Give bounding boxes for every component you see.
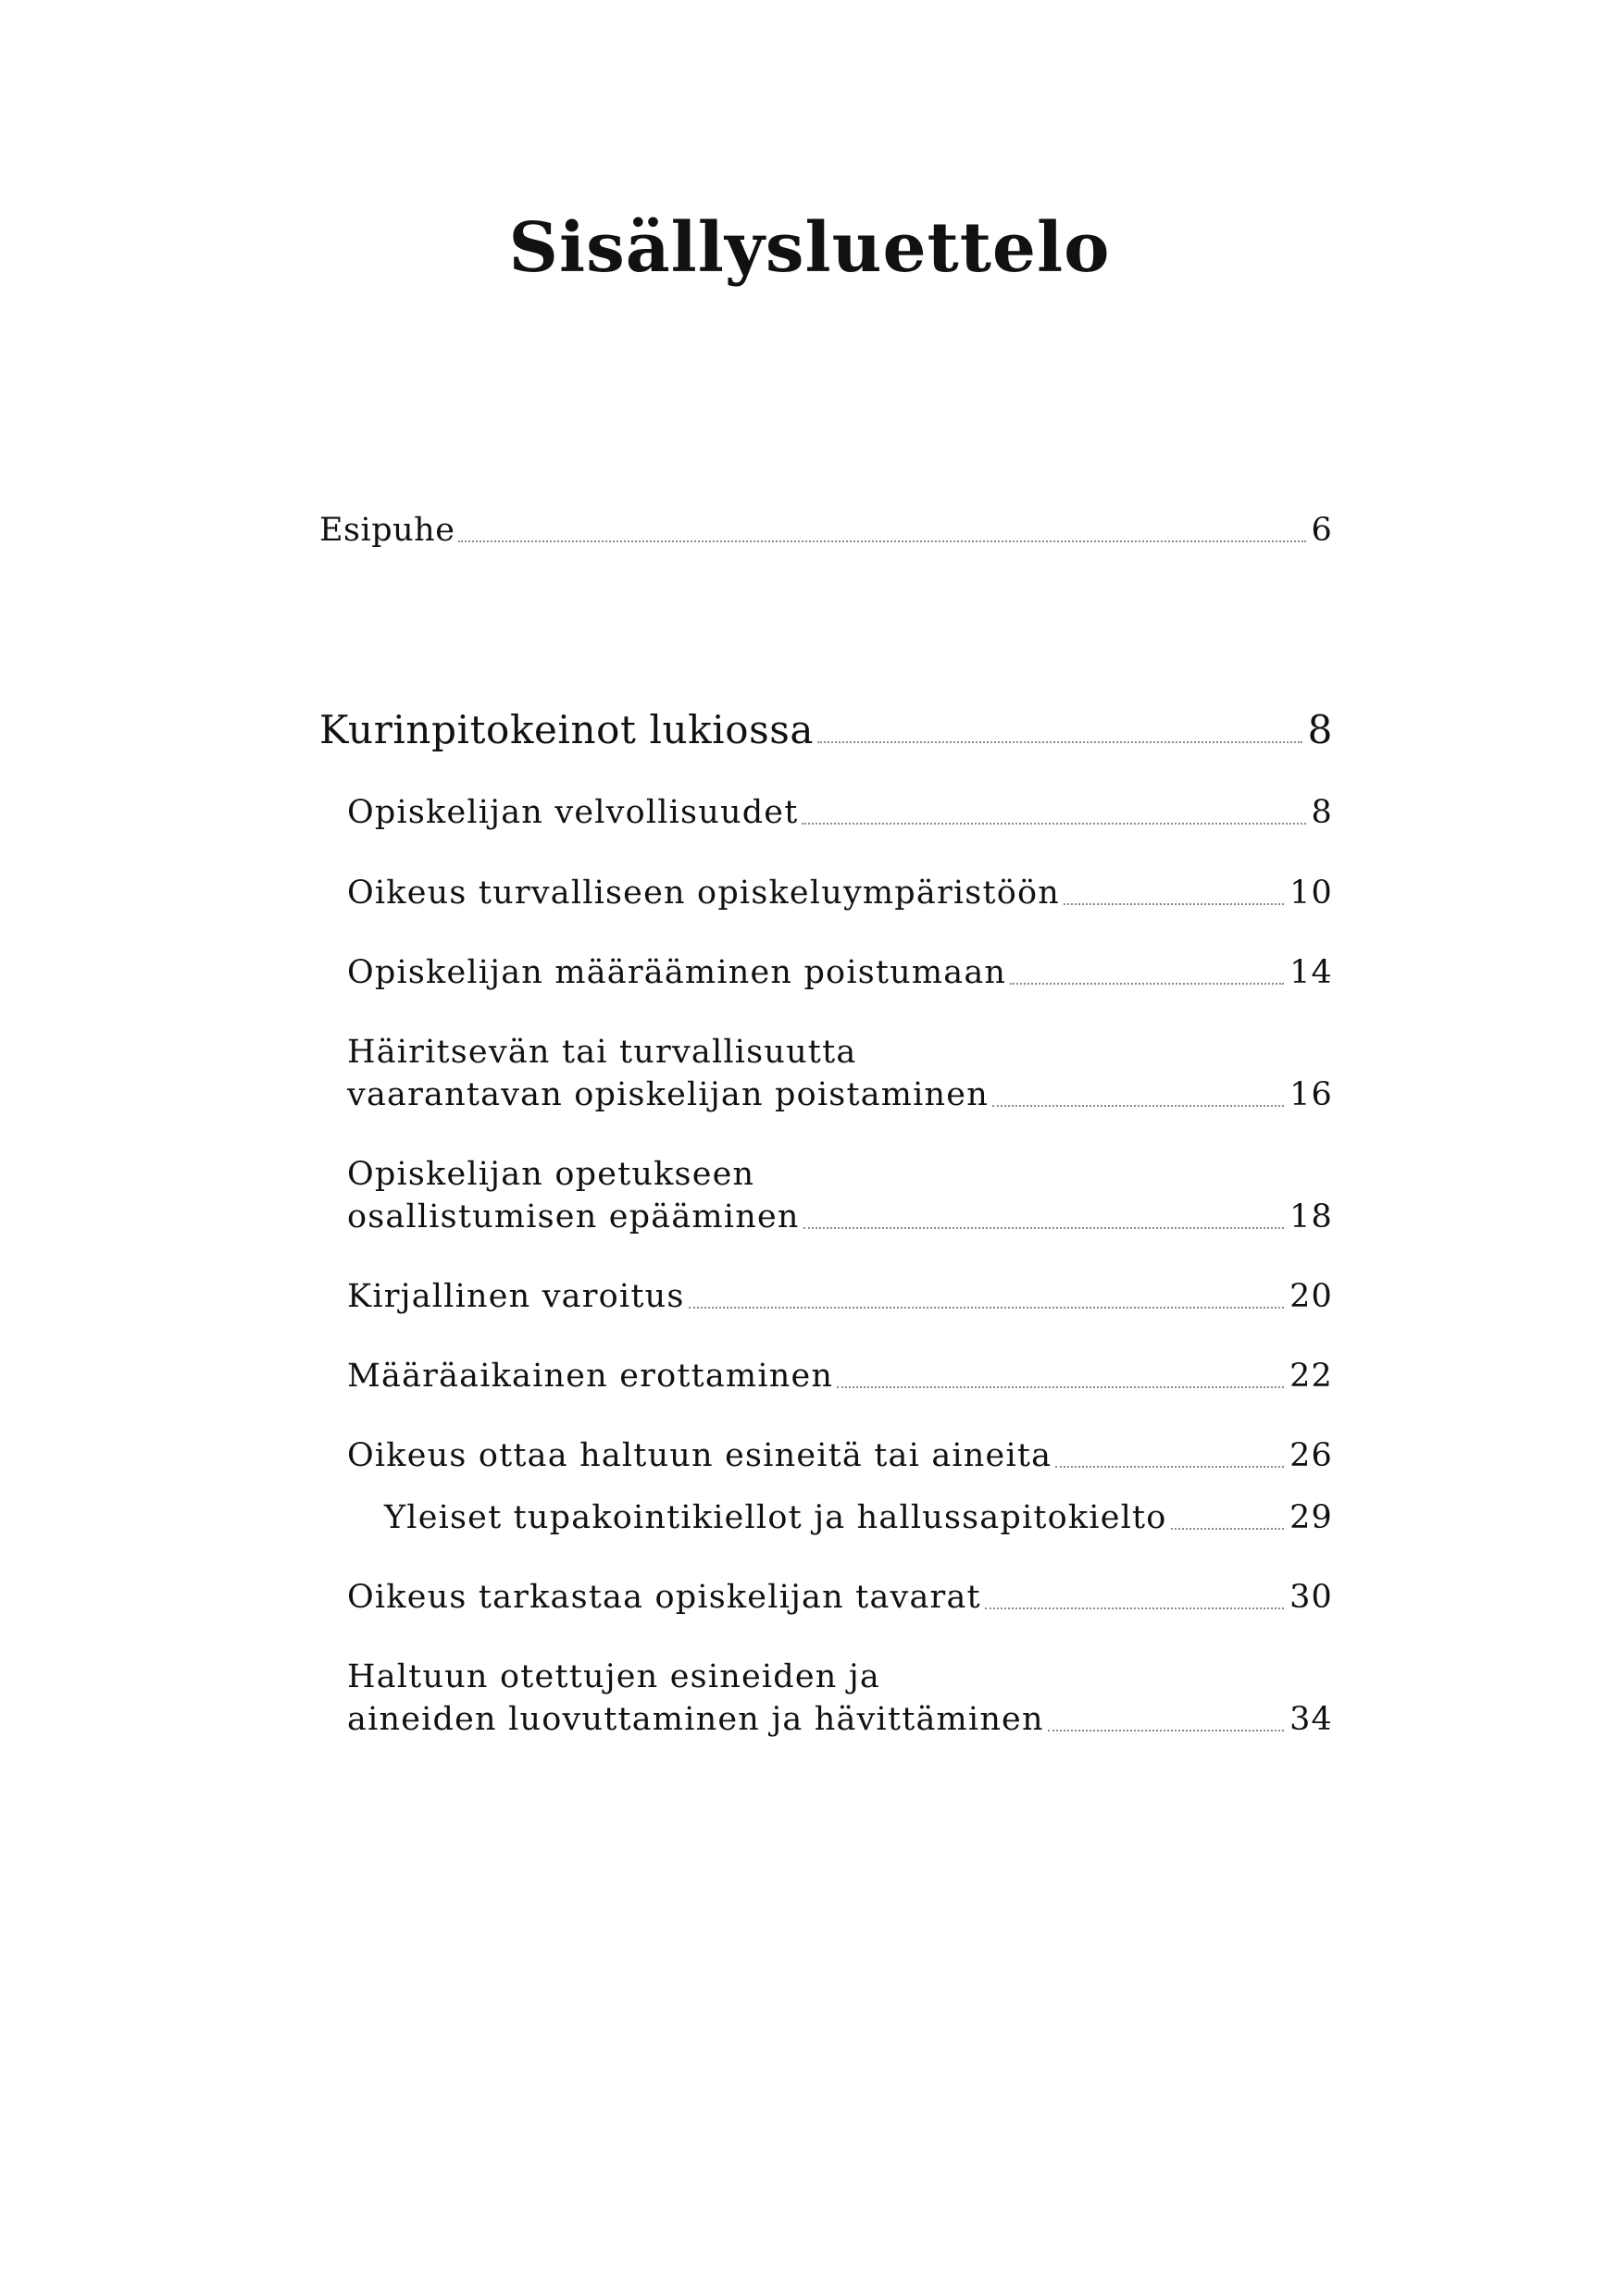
toc-entry-label: vaarantavan opiskelijan poistaminen — [347, 1076, 989, 1113]
toc-page-number: 34 — [1289, 1701, 1333, 1738]
toc-entry-label: Kirjallinen varoitus — [347, 1278, 685, 1315]
toc-entry-label: Kurinpitokeinot lukiossa — [319, 707, 815, 752]
toc-entry-poistaminen[interactable] — [347, 1031, 1333, 1116]
toc-page-number: 22 — [1289, 1358, 1333, 1395]
toc-entry-kurinpitokeinot[interactable] — [319, 705, 1333, 755]
toc-entry-label-line1: Opiskelijan opetukseen — [347, 1156, 755, 1193]
toc-page-number: 30 — [1289, 1579, 1333, 1616]
toc-page-number: 16 — [1289, 1076, 1333, 1113]
toc-page-number: 8 — [1307, 707, 1333, 752]
toc-page-number: 8 — [1311, 794, 1333, 831]
toc-entry-label: aineiden luovuttaminen ja hävittäminen — [347, 1701, 1044, 1738]
toc-page-number: 29 — [1289, 1499, 1333, 1536]
toc-entry-luovuttaminen[interactable] — [347, 1656, 1333, 1741]
dot-leader — [817, 741, 1302, 743]
toc-entry-label-block — [347, 1656, 1044, 1741]
toc-entry-label: Määräaikainen erottaminen — [347, 1358, 834, 1395]
dot-leader — [985, 1607, 1284, 1609]
toc-entry-label: Esipuhe — [319, 512, 455, 549]
toc-entry-tupakointikiellot[interactable] — [384, 1496, 1333, 1539]
toc-entry-haltuun[interactable] — [347, 1434, 1333, 1477]
toc-entry-label-block — [347, 1153, 800, 1238]
dot-leader — [802, 823, 1305, 825]
toc-page-number: 14 — [1289, 954, 1333, 991]
toc-entry-label: Yleiset tupakointikiellot ja hallussapitokielto — [384, 1499, 1167, 1536]
dot-leader — [689, 1307, 1285, 1309]
toc-entry-label-line1: Häiritsevän tai turvallisuutta — [347, 1034, 857, 1071]
dot-leader — [1064, 903, 1284, 905]
toc-entry-label: Opiskelijan määrääminen poistumaan — [347, 954, 1007, 991]
toc-page-number: 20 — [1289, 1278, 1333, 1315]
toc-page-number: 10 — [1289, 875, 1333, 912]
toc-page-number: 18 — [1289, 1198, 1333, 1235]
toc-entry-tarkastaa[interactable] — [347, 1576, 1333, 1619]
toc-entry-erottaminen[interactable] — [347, 1355, 1333, 1397]
toc-page-number: 6 — [1311, 512, 1333, 549]
toc-page-number: 26 — [1289, 1437, 1333, 1474]
page-title: Sisällysluettelo — [508, 208, 1111, 288]
toc-entry-label-line1: Haltuun otettujen esineiden ja — [347, 1658, 880, 1695]
dot-leader — [1171, 1528, 1285, 1530]
toc-entry-label: Oikeus tarkastaa opiskelijan tavarat — [347, 1579, 981, 1616]
toc-entry-label: Oikeus ottaa haltuun esineitä tai aineita — [347, 1437, 1052, 1474]
dot-leader — [1048, 1730, 1284, 1731]
dot-leader — [1055, 1466, 1284, 1468]
toc-entry-poistumaan[interactable] — [347, 951, 1333, 994]
dot-leader — [992, 1105, 1284, 1107]
dot-leader — [1010, 983, 1284, 985]
toc-entry-turvallinen-ymparisto[interactable] — [347, 872, 1333, 914]
toc-entry-label: Opiskelijan velvollisuudet — [347, 794, 799, 831]
toc-entry-varoitus[interactable] — [347, 1275, 1333, 1318]
dot-leader — [837, 1386, 1284, 1388]
dot-leader — [458, 540, 1305, 542]
toc-entry-velvollisuudet[interactable] — [347, 791, 1333, 834]
toc-entry-label-block — [347, 1031, 989, 1116]
toc-entry-label: Oikeus turvalliseen opiskeluympäristöön — [347, 875, 1061, 912]
toc-entry-label: osallistumisen epääminen — [347, 1198, 800, 1235]
dot-leader — [803, 1227, 1284, 1229]
toc-entry-esipuhe[interactable] — [319, 509, 1333, 552]
toc-entry-epaaminen[interactable] — [347, 1153, 1333, 1238]
